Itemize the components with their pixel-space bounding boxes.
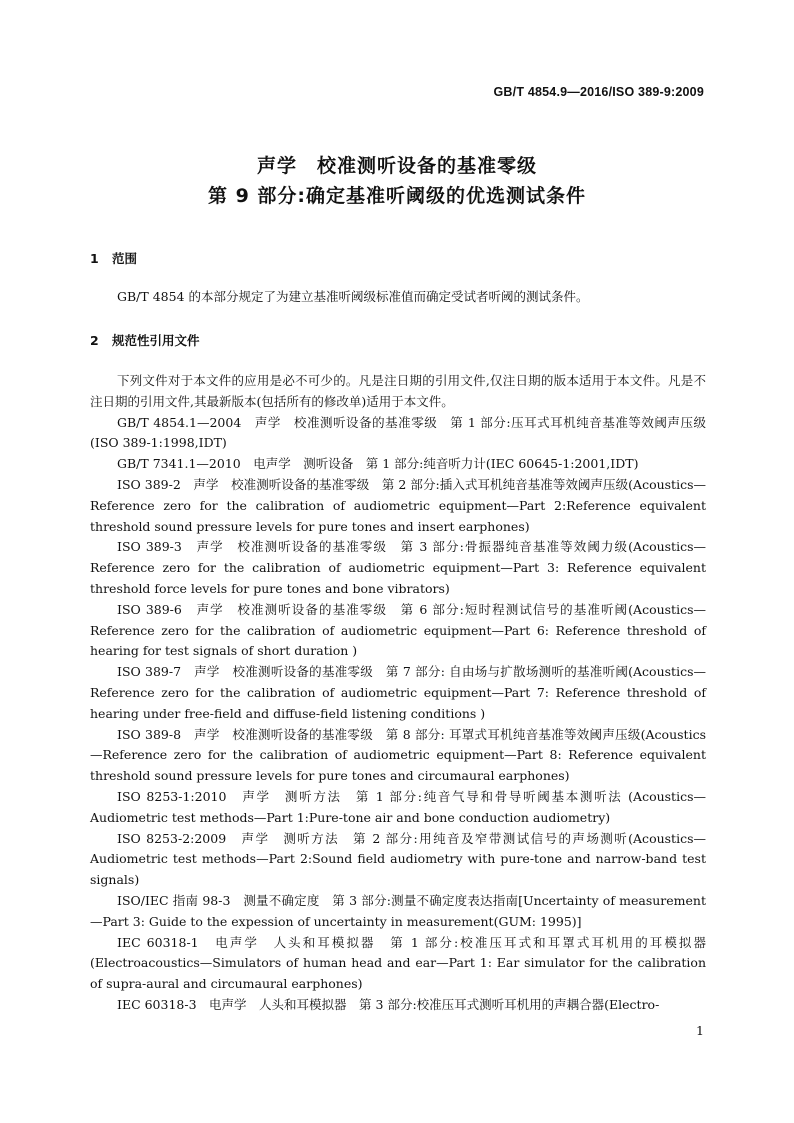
- page-number: 1: [696, 1023, 704, 1038]
- document-title-line-1: 声学 校准测听设备的基准零级: [256, 155, 537, 177]
- section-title: 规范性引用文件: [112, 333, 200, 348]
- section-number: 1: [90, 251, 99, 266]
- standard-number-header: GB/T 4854.9—2016/ISO 389-9:2009: [493, 85, 704, 99]
- references-intro: 下列文件对于本文件的应用是必不可少的。凡是注日期的引用文件,仅注日期的版本适用于本文件。凡是不注日期的引用文件,其最新版本(包括所有的修改单)适用于本文件。: [90, 373, 706, 409]
- scope-paragraph: GB/T 4854 的本部分规定了为建立基准听阈级标准值而确定受试者听阈的测试条件。: [117, 289, 589, 304]
- reference-item: ISO 389-8 声学 校准测听设备的基准零级 第 8 部分: 耳罩式耳机纯音基准等效阈声压级(Acoustics—Reference zero for the calibration of audiometric equipment—Part 8: Reference equivalent threshold sound pressure levels for pure tones and circumaural earphones): [90, 726, 706, 784]
- normative-references-list: [90, 371, 706, 1016]
- reference-item: ISO 389-6 声学 校准测听设备的基准零级 第 6 部分:短时程测试信号的基准听阈(Acoustics—Reference zero for the calibration of audiometric equipment—Part 6: Reference threshold of hearing for test signals of short duration ): [90, 601, 706, 659]
- reference-item: ISO 8253-1:2010 声学 测听方法 第 1 部分:纯音气导和骨导听阈基本测听法 (Acoustics—Audiometric test methods—Part 1:Pure-tone air and bone conduction audiometry): [90, 788, 706, 825]
- reference-item: IEC 60318-1 电声学 人头和耳模拟器 第 1 部分:校准压耳式和耳罩式耳机用的耳模拟器(Electroacoustics—Simulators of human head and ear—Part 1: Ear simulator for the calibration of supra-aural and circumaural earphones): [90, 934, 706, 992]
- section-number: 2: [90, 333, 99, 348]
- reference-item: ISO/IEC 指南 98-3 测量不确定度 第 3 部分:测量不确定度表达指南[Uncertainty of measurement—Part 3: Guide to the expession of uncertainty in measurement(GUM: 1995)]: [90, 892, 706, 929]
- reference-item: ISO 8253-2:2009 声学 测听方法 第 2 部分:用纯音及窄带测试信号的声场测听(Acoustics—Audiometric test methods—Part 2:Sound field audiometry with pure-tone and narrow-band test signals): [90, 830, 706, 888]
- section-heading-scope: [90, 249, 137, 267]
- reference-item: ISO 389-2 声学 校准测听设备的基准零级 第 2 部分:插入式耳机纯音基准等效阈声压级(Acoustics—Reference zero for the calibration of audiometric equipment—Part 2:Reference equivalent threshold sound pressure levels for pure tones and insert earphones): [90, 476, 706, 534]
- reference-item: GB/T 4854.1—2004 声学 校准测听设备的基准零级 第 1 部分:压耳式耳机纯音基准等效阈声压级(ISO 389-1:1998,IDT): [90, 414, 706, 451]
- reference-item: ISO 389-7 声学 校准测听设备的基准零级 第 7 部分: 自由场与扩散场测听的基准听阈(Acoustics—Reference zero for the calibration of audiometric equipment—Part 7: Reference threshold of hearing under free-field and diffuse-field listening conditions ): [90, 664, 706, 721]
- section-title: 范围: [112, 251, 138, 266]
- reference-item: IEC 60318-3 电声学 人头和耳模拟器 第 3 部分:校准压耳式测听耳机用的声耦合器(Electro-: [117, 996, 660, 1012]
- reference-item: GB/T 7341.1—2010 电声学 测听设备 第 1 部分:纯音听力计(IEC 60645-1:2001,IDT): [117, 456, 639, 472]
- section-heading-normative-references: [90, 331, 200, 349]
- document-title-line-2: 第 9 部分:确定基准听阈级的优选测试条件: [207, 185, 587, 207]
- reference-item: ISO 389-3 声学 校准测听设备的基准零级 第 3 部分:骨振器纯音基准等效阈力级(Acoustics—Reference zero for the calibration of audiometric equipment—Part 3: Reference equivalent threshold force levels for pure tones and bone vibrators): [90, 539, 706, 596]
